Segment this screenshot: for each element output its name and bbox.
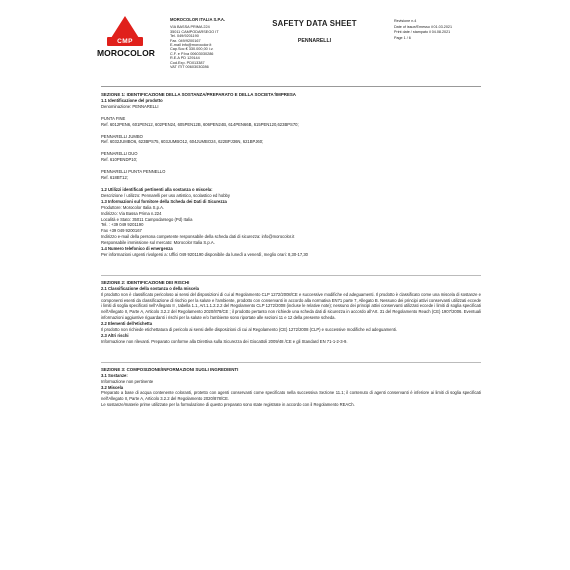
revision-line: Page 1 / 6 [394,35,411,40]
revision-line: Revisione n.4 [394,19,417,23]
product-group-name: PUNTA FINE [101,115,126,121]
mixture-text: Preparato a base di acqua contenente coloranti, protetto con agenti conservanti come specificato nella successiva Sezione 11.1; il contenuto di agenti conservanti è inferiore ai limiti di soglia specificati nell'Allegato II, Parte A, Articolo 3.2.2 del Regolamento 2020/878/CE. [101,390,481,402]
subsection-title: 1.2 Utilizzi identificati pertinenti alla sostanza o miscela: [101,186,213,192]
supplier-line: Località e Stato: 35011 Campodarsego (Pd) Italia [101,216,193,222]
substances-text: Informazione non pertinente [101,378,154,384]
company-line: E-mail info@morocolor.it [170,43,212,48]
header-divider [101,86,481,87]
product-group-ref: Ref. 618BT12; [101,175,129,181]
classification-text: Il prodotto non è classificato pericoloso ai sensi del disposizioni di cui al Regolamento CLP 1272/2008/CE e successive modifiche ed adeguamenti. Il prodotto è classificato come una miscela di sostanze e componenti esenti da classificazione di rischio per la salute e l'ambiente, prodotto con conservanti in accordo alla normativa EN71 parte 7, Allegato B. Nessuno dei principi attivi conservanti utilizzati eccede i limiti di soglia specificati nell'Allegato II , tabella 1.1, Art.1.1.2.2.2 del Regolamento CLP 1272/2008 (incluse le relative note); nessuno dei principi attivi conservanti utilizzati eccede i limiti di soglia specificati nell'Allegato II, Parte A, Articolo 3.2.2 del Regolamento 2020/878/CE ; il prodotto pertanto non richiede una scheda dati di sicurezza in accordo all'Art. 31 del Regolamento Reach (CE) 1907/2006. Eventuali informazioni aggiuntive riguardanti i rischi per la salute e/o l'ambiente sono riportate alle sezioni 11 e 12 della presente scheda. [101,291,481,321]
product-group-name: PENNARELLI JUMBO [101,133,143,139]
logo-badge: CMP [107,37,143,46]
section-divider [101,275,481,276]
company-line: C.F. e P.Iva 00603030286 [170,51,214,56]
logo-brand-name: MOROCOLOR [97,48,156,58]
product-group-name: PENNARELLI DUO [101,151,138,157]
subsection-title: 3.2 Miscela [101,384,124,390]
product-group-ref: Ref. 610PENDP10; [101,157,138,163]
supplier-line: Indirizzo e-mail della persona competente responsabile della scheda dati di sicurezza: info@morocolor.it [101,234,295,240]
document-title: SAFETY DATA SHEET [272,19,357,28]
supplier-line: Responsabile immissione sul mercato: Morocolor Italia S.p.A. [101,240,215,246]
supplier-line: Indirizzo: Via Bassa Prima n.224 [101,210,162,216]
supplier-line: Fax +39 049 9200167 [101,228,142,234]
company-line: Fax. 049/9200167 [170,38,201,43]
label-elements-text: Il prodotto non richiede etichettatura di pericolo ai sensi delle disposizioni di cui al Regolamento (CE) 1272/2008 (CLP) e successive modifiche ed adeguamenti. [101,327,398,333]
product-group-ref: Ref. 6012PEN6, 601PEN12, 602PEN24, 605PEN12B, 606PEN24B, 614PEN66B, 615PEN120,623BPS70; [101,121,299,127]
reach-text: Le sostanze/materie prime utilizzate per la formulazione di questo preparato sono state registrate in accordo con il Regolamento REACh. [101,402,355,408]
revision-info [394,19,484,41]
product-uses: Descrizione / utilizzo: Pennarelli per uso artistico, scolastico ed hobby [101,192,230,198]
product-group-ref: Ref. 6032JUMBO6, 623BPS75, 603JUMBO12, 604JUMBO24, 622BPJ36N, 621BPJ60; [101,139,264,145]
section-3-title: SEZIONE 3: COMPOSIZIONE/INFORMAZIONI SUGLI INGREDIENTI [101,366,239,372]
company-name: MOROCOLOR ITALIA S.P.A. [170,17,226,22]
subsection-title: 2.1 Classificazione della sostanza o della miscela [101,285,199,291]
company-line: Cap.Soc.€ 330.000,00 i.v. [170,47,214,52]
section-divider [101,362,481,363]
subsection-title: 2.2 Elementi dell'etichetta [101,321,153,327]
emergency-info: Per informazioni urgenti rivolgersi a: Uffici 049 9201190 disponibile da lunedì a venerdì, meglio orari: 8,30-17,30 [101,251,309,257]
company-info [170,18,260,69]
subsection-title: 1.1 Identificazione del prodotto [101,97,163,103]
supplier-line: Tel. : +39 049 9201190 [101,222,144,228]
company-line: VIA BASSA PRIMA 224 [170,25,210,30]
document-title-block [262,19,367,44]
document-subtitle: PENNARELLI [297,38,332,44]
revision-line: Date of issue/Emesso il 01.03.2021 [394,24,453,29]
other-risks-text: Informazione non rilevanti. Preparato conforme alla Direttiva sulla Sicurezza dei Giocattoli 2009/48 /CE e gli Standard EN 71-1-2-3-9. [101,338,348,344]
company-line: Tel. 049/9201190 [170,34,199,39]
company-line: VAT ITIT 00603030286 [170,65,209,70]
logo-triangle-icon [111,16,139,38]
company-line: Cod.Exp. PD013387 [170,60,205,65]
product-denomination: Denominazione: PENNARELLI [101,103,159,109]
subsection-title: 1.3 Informazioni sul fornitore della Scheda dei Dati di Sicurezza [101,198,227,204]
subsection-title: 2.3 Altri rischi [101,333,129,338]
revision-line: Print date / stampato il 04.08.2021 [394,30,451,35]
product-group-name: PENNARELLI PUNTA PENNELLO [101,169,166,175]
company-line: R.E.A PD 129144 [170,56,200,61]
document-body [101,92,481,408]
section-2-title: SEZIONE 2: IDENTIFICAZIONE DEI RISCHI [101,279,190,285]
subsection-title: 3.1 Sostanze: [101,372,128,378]
supplier-line: Produttore: Morocolor Italia S.p.A. [101,204,165,210]
section-1-title: SEZIONE 1: IDENTIFICAZIONE DELLA SOSTANZA/PREPARATO E DELLA SOCIETA'/IMPRESA [101,92,296,97]
morocolor-logo [97,16,155,60]
subsection-title: 1.4 Numero telefonico di emergenza [101,246,173,252]
company-line: 35011 CAMPODARSEGO IT [170,29,219,34]
